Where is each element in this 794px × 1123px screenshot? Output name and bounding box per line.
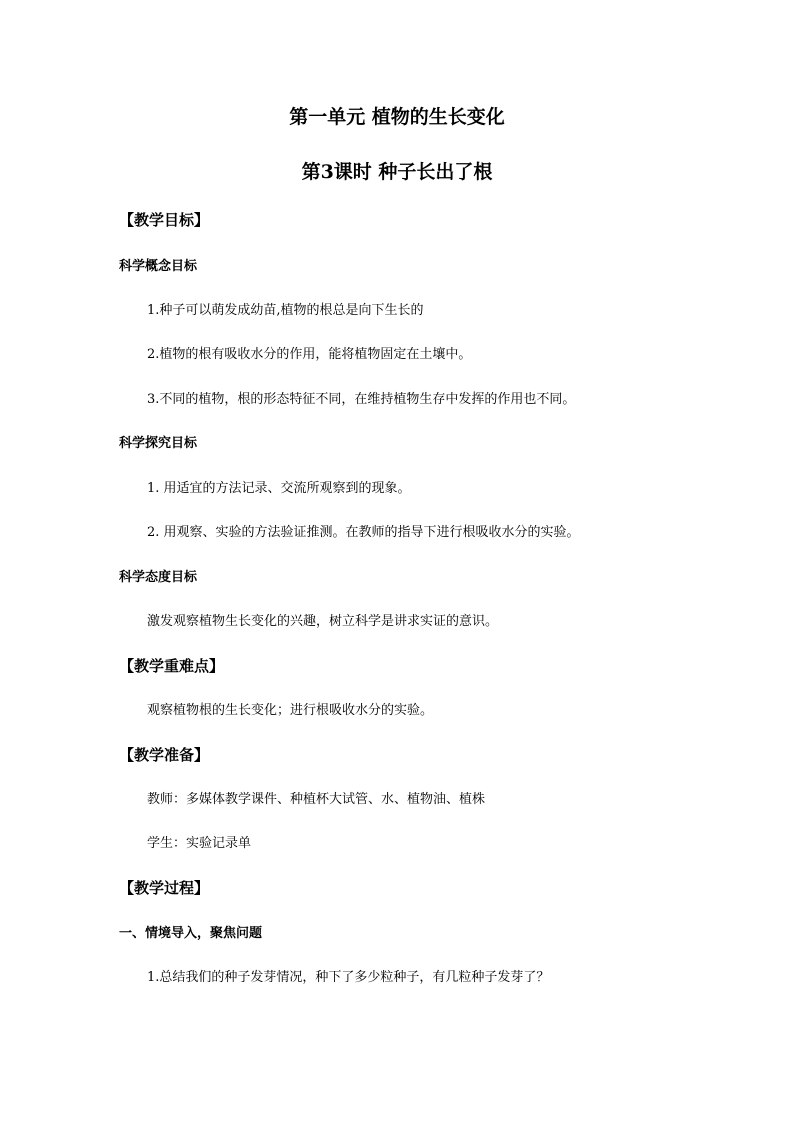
inquiry-goals-heading: 科学探究目标	[119, 436, 198, 451]
objectives-heading: 【教学目标】	[119, 211, 210, 229]
step1-item: 1.总结我们的种子发芽情况，种下了多少粒种子，有几粒种子发芽了？	[147, 970, 550, 985]
inquiry-goal-item: 1. 用适宜的方法记录、交流所观察到的现象。	[147, 481, 411, 496]
concept-goals-heading: 科学概念目标	[119, 259, 198, 274]
step1-heading: 一、情境导入，聚焦问题	[119, 926, 263, 941]
student-preparation: 学生：实验记录单	[147, 836, 252, 851]
attitude-goals-heading: 科学态度目标	[119, 570, 198, 585]
unit-title: 第一单元 植物的生长变化	[289, 106, 505, 128]
preparation-heading: 【教学准备】	[119, 746, 210, 764]
key-points-text: 观察植物根的生长变化；进行根吸收水分的实验。	[147, 703, 434, 718]
lesson-title: 第3课时 种子长出了根	[301, 161, 493, 183]
teacher-preparation: 教师：多媒体教学课件、种植杯大试管、水、植物油、植株	[147, 792, 486, 807]
concept-goal-item: 3.不同的植物，根的形态特征不同，在维持植物生存中发挥的作用也不同。	[147, 392, 576, 407]
process-heading: 【教学过程】	[119, 879, 210, 897]
inquiry-goal-item: 2. 用观察、实验的方法验证推测。在教师的指导下进行根吸收水分的实验。	[147, 525, 580, 540]
concept-goal-item: 1.种子可以萌发成幼苗,植物的根总是向下生长的	[147, 303, 424, 318]
attitude-goal-item: 激发观察植物生长变化的兴趣，树立科学是讲求实证的意识。	[147, 614, 499, 629]
concept-goal-item: 2.植物的根有吸收水分的作用，能将植物固定在土壤中。	[147, 347, 472, 362]
key-points-heading: 【教学重难点】	[119, 657, 225, 675]
